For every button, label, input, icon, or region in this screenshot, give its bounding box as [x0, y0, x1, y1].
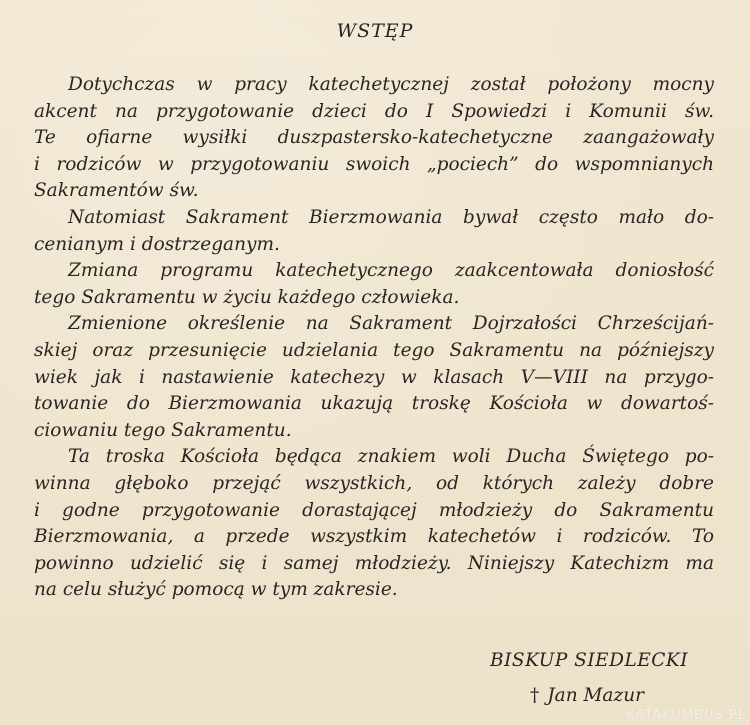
watermark: KATAKUMBUS.PL — [626, 708, 746, 723]
text-line: Ta troska Kościoła będąca znakiem woli Ducha Świętego po- — [68, 446, 714, 468]
text-line: Te ofiarne wysiłki duszpastersko-katechetyczne zaangażowały — [34, 127, 714, 149]
text-line: winna głęboko przejąć wszystkich, od których zależy dobre — [34, 472, 714, 494]
text-line: i godne przygotowanie dorastającej młodzieży do Sakramentu — [34, 499, 714, 521]
text-line: powinno udzielić się i samej młodzieży. Niniejszy Katechizm ma — [34, 552, 714, 574]
text-line: wiek jak i nastawienie katechezy w klasach V—VIII na przygo- — [34, 366, 714, 388]
text-line: Natomiast Sakrament Bierzmowania bywał często mało do- — [68, 206, 714, 228]
text-line: akcent na przygotowanie dzieci do I Spowiedzi i Komunii św. — [34, 100, 714, 122]
signature-name: Jan Mazur — [547, 685, 644, 706]
text-line: Bierzmowania, a przede wszystkim katechetów i rodziców. To — [34, 526, 714, 548]
body-text — [34, 72, 714, 604]
text-line: ciowaniu tego Sakramentu. — [34, 419, 292, 441]
text-line: na celu służyć pomocą w tym zakresie. — [34, 579, 398, 601]
cross-icon: † — [530, 685, 540, 706]
page-title: WSTĘP — [336, 20, 414, 42]
text-line: Zmienione określenie na Sakrament Dojrzałości Chrześcijań- — [68, 313, 714, 335]
signature — [530, 685, 644, 706]
text-line: cenianym i dostrzeganym. — [34, 233, 280, 255]
text-line: tego Sakramentu w życiu każdego człowieka. — [34, 286, 460, 308]
text-line: Zmiana programu katechetycznego zaakcentowała doniosłość — [68, 260, 714, 282]
text-line: towanie do Bierzmowania ukazują troskę Kościoła w dowartoś- — [34, 393, 714, 415]
text-line: i rodziców w przygotowaniu swoich „pociech” do wspomnianych — [34, 153, 714, 175]
text-line: Sakramentów św. — [34, 180, 199, 202]
text-line: Dotychczas w pracy katechetycznej został położony mocny — [68, 74, 714, 95]
text-line: skiej oraz przesunięcie udzielania tego Sakramentu na późniejszy — [34, 339, 714, 361]
signature-title: BISKUP SIEDLECKI — [490, 650, 689, 671]
